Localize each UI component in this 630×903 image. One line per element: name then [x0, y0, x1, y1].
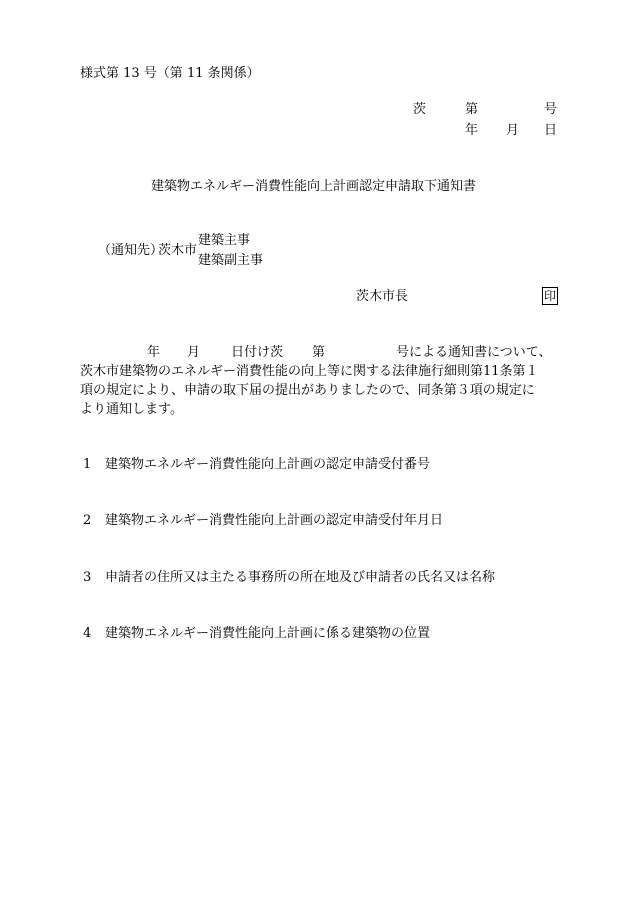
body-line2: 茨木市建築物のエネルギー消費性能の向上等に関する法律施行細則第11条第１ [80, 364, 539, 379]
form-number: 様式第 13 号（第 11 条関係） [80, 66, 260, 81]
seal-mark: 印 [543, 289, 556, 303]
document-title: 建築物エネルギー消費性能向上計画認定申請取下通知書 [151, 179, 477, 194]
list-item-number: 2 [83, 513, 92, 528]
addressee-role-deputy-building-official: 建築副主事 [198, 253, 264, 268]
list-item: 建築物エネルギー消費性能向上計画の認定申請受付年月日 [105, 513, 444, 528]
body-month-label: 月 [187, 345, 201, 360]
addressee-prefix: （通知先） [98, 243, 164, 258]
date-year-label: 年 [465, 123, 479, 138]
list-item: 申請者の住所又は主たる事務所の所在地及び申請者の氏名又は名称 [105, 570, 496, 585]
reference-prefix: 茨 [413, 102, 427, 117]
list-item: 建築物エネルギー消費性能向上計画の認定申請受付番号 [105, 457, 431, 472]
sender-name: 茨木市長 [356, 289, 409, 304]
date-month-label: 月 [506, 123, 520, 138]
list-item-number: 4 [83, 626, 92, 641]
addressee-city: 茨木市 [158, 243, 198, 258]
body-line4: より通知します。 [80, 402, 183, 417]
list-item: 建築物エネルギー消費性能向上計画に係る建築物の位置 [105, 626, 431, 641]
body-line1-end: 号による通知書について、 [396, 345, 552, 360]
body-dated-label: 日付け茨 [231, 345, 284, 360]
list-item-number: 3 [83, 570, 92, 585]
body-line3: 項の規定により、申請の取下届の提出がありましたので、同条第３項の規定に [80, 383, 535, 398]
body-year-label: 年 [147, 345, 161, 360]
reference-go: 号 [544, 102, 558, 117]
body-dai-label: 第 [312, 345, 326, 360]
reference-dai: 第 [465, 102, 479, 117]
date-day-label: 日 [544, 123, 558, 138]
list-item-number: 1 [83, 457, 92, 472]
addressee-role-building-official: 建築主事 [198, 233, 251, 248]
